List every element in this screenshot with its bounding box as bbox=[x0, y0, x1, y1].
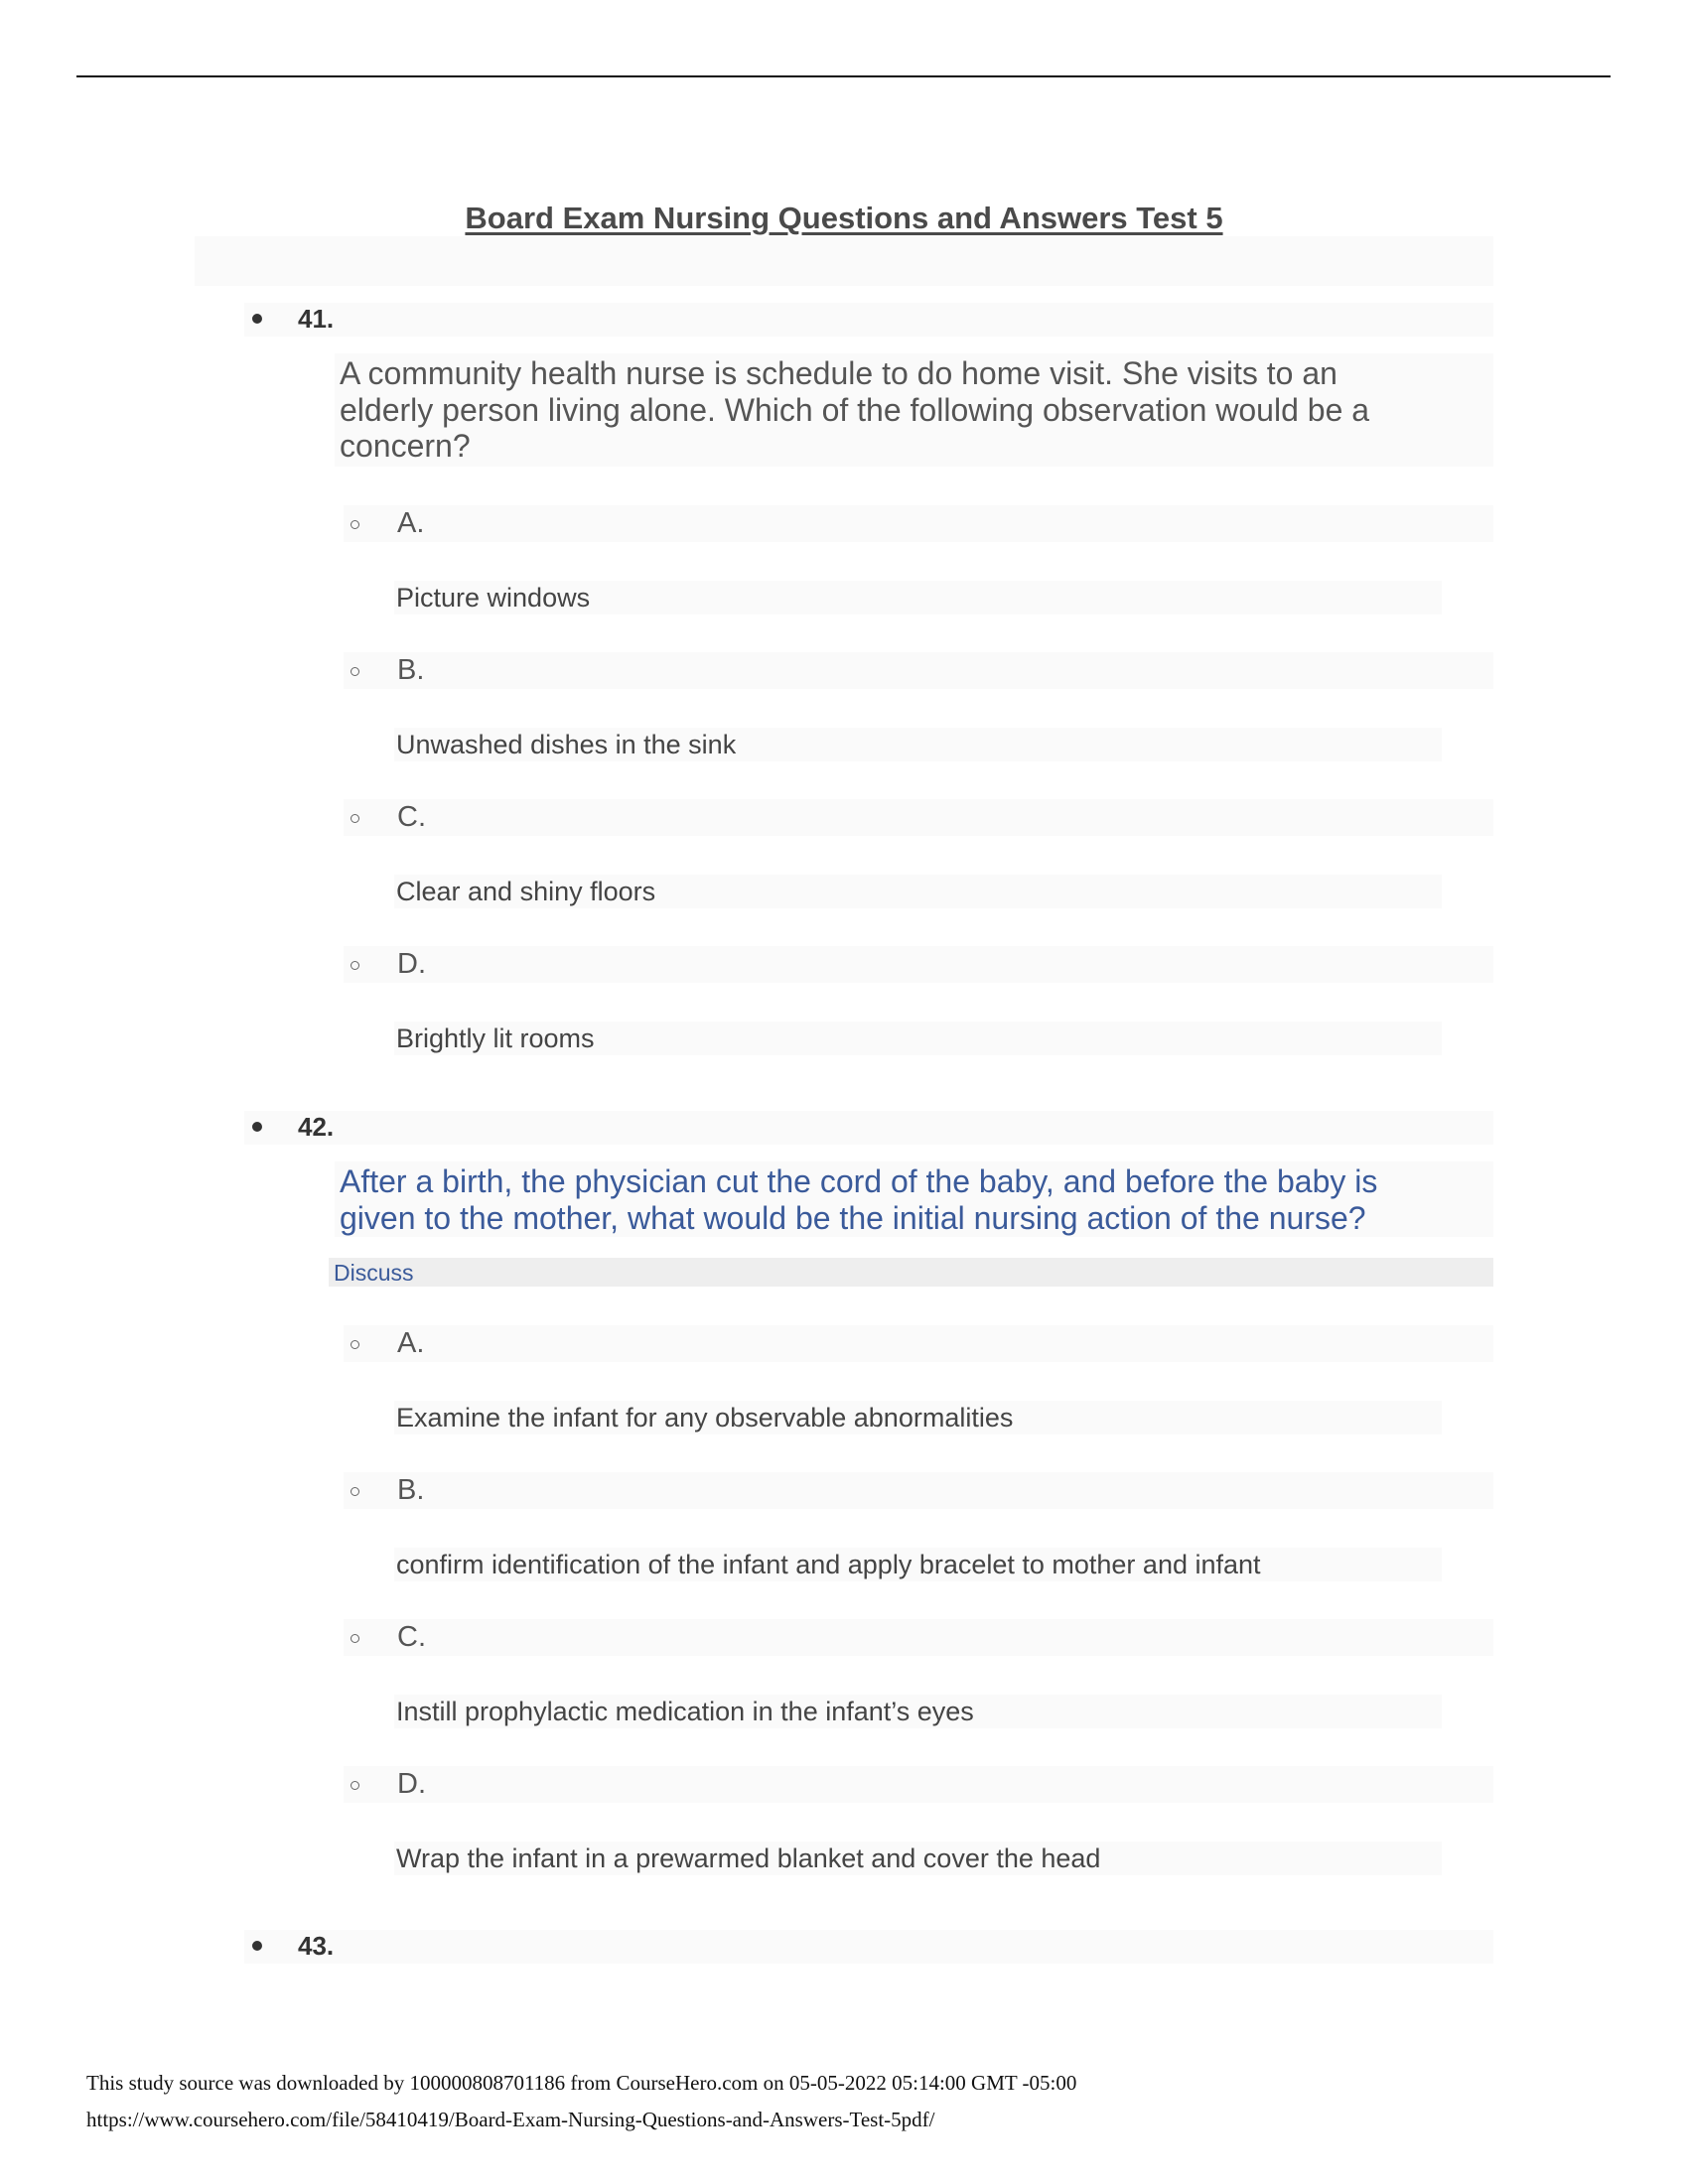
question-text-line: A community health nurse is schedule to do home visit. She visits to an bbox=[340, 355, 1337, 391]
question-42-text-box bbox=[335, 1161, 1493, 1237]
answer-text: Examine the infant for any observable abnormalities bbox=[396, 1403, 1014, 1433]
q42-answer-b[interactable] bbox=[394, 1548, 1442, 1581]
answer-text: Picture windows bbox=[396, 583, 591, 613]
question-43-header bbox=[244, 1930, 1493, 1964]
q41-option-a[interactable] bbox=[344, 505, 1493, 542]
q41-answer-a[interactable] bbox=[394, 581, 1442, 614]
option-letter: A. bbox=[397, 1327, 425, 1359]
question-41-header bbox=[244, 303, 1493, 337]
q42-option-b[interactable] bbox=[344, 1472, 1493, 1509]
question-41-text bbox=[340, 355, 1452, 465]
q42-option-d[interactable] bbox=[344, 1766, 1493, 1803]
q42-option-c[interactable] bbox=[344, 1619, 1493, 1656]
option-letter: C. bbox=[397, 1621, 426, 1653]
bullet-icon bbox=[252, 1122, 262, 1132]
question-number: 43. bbox=[298, 1931, 335, 1961]
answer-text: Unwashed dishes in the sink bbox=[396, 730, 737, 759]
circle-bullet-icon bbox=[351, 667, 359, 676]
discuss-link[interactable]: Discuss bbox=[334, 1260, 414, 1286]
q41-answer-b[interactable] bbox=[394, 728, 1442, 761]
q42-answer-c[interactable] bbox=[394, 1695, 1442, 1728]
circle-bullet-icon bbox=[351, 961, 359, 970]
answer-text: Instill prophylactic medication in the infant’s eyes bbox=[396, 1697, 974, 1726]
circle-bullet-icon bbox=[351, 1487, 359, 1496]
question-42-header bbox=[244, 1111, 1493, 1145]
question-text-line: elderly person living alone. Which of the following observation would be a bbox=[340, 391, 1370, 428]
q42-answer-d[interactable] bbox=[394, 1842, 1442, 1875]
circle-bullet-icon bbox=[351, 814, 359, 823]
q41-answer-c[interactable] bbox=[394, 875, 1442, 908]
question-41-text-box bbox=[335, 353, 1493, 467]
q41-answer-d[interactable] bbox=[394, 1022, 1442, 1055]
answer-text: Wrap the infant in a prewarmed blanket and cover the head bbox=[396, 1843, 1101, 1873]
answer-text: Clear and shiny floors bbox=[396, 877, 656, 906]
title-spacer-band bbox=[195, 236, 1493, 286]
question-42-text[interactable] bbox=[340, 1163, 1452, 1236]
circle-bullet-icon bbox=[351, 1634, 359, 1643]
source-url[interactable]: https://www.coursehero.com/file/58410419/Board-Exam-Nursing-Questions-and-Answers-Test-5pdf/ bbox=[86, 2108, 935, 2131]
bullet-icon bbox=[252, 314, 262, 324]
download-notice: This study source was downloaded by 100000808701186 from CourseHero.com on 05-05-2022 05:14:00 GMT -05:00 bbox=[86, 2071, 1077, 2095]
discuss-bar[interactable] bbox=[329, 1258, 1493, 1287]
header-rule bbox=[76, 75, 1611, 77]
option-letter: D. bbox=[397, 948, 426, 980]
circle-bullet-icon bbox=[351, 1781, 359, 1790]
option-letter: D. bbox=[397, 1768, 426, 1800]
question-number: 42. bbox=[298, 1112, 335, 1142]
question-text-line: After a birth, the physician cut the cord of the baby, and before the baby is bbox=[340, 1163, 1378, 1199]
circle-bullet-icon bbox=[351, 1340, 359, 1349]
q42-option-a[interactable] bbox=[344, 1325, 1493, 1362]
question-number: 41. bbox=[298, 304, 335, 334]
answer-text: confirm identification of the infant and apply bracelet to mother and infant bbox=[396, 1550, 1261, 1579]
option-letter: C. bbox=[397, 801, 426, 833]
option-letter: B. bbox=[397, 654, 425, 686]
question-text-line: concern? bbox=[340, 428, 471, 464]
q41-option-c[interactable] bbox=[344, 799, 1493, 836]
bullet-icon bbox=[252, 1941, 262, 1951]
circle-bullet-icon bbox=[351, 520, 359, 529]
option-letter: A. bbox=[397, 507, 425, 539]
answer-text: Brightly lit rooms bbox=[396, 1024, 595, 1053]
q41-option-b[interactable] bbox=[344, 652, 1493, 689]
q41-option-d[interactable] bbox=[344, 946, 1493, 983]
question-text-line: given to the mother, what would be the initial nursing action of the nurse? bbox=[340, 1199, 1366, 1236]
option-letter: B. bbox=[397, 1474, 425, 1506]
q42-answer-a[interactable] bbox=[394, 1401, 1442, 1434]
page-title: Board Exam Nursing Questions and Answers Test 5 bbox=[465, 201, 1223, 235]
